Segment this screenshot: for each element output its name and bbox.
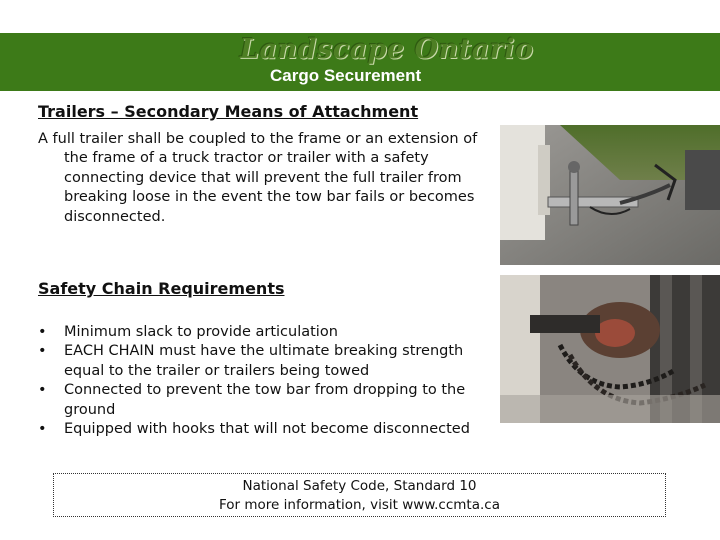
bullet-icon: • [38, 421, 47, 438]
bullet-icon: • [38, 324, 47, 340]
list-item [38, 381, 478, 420]
trailer-tow-bar-photo [500, 125, 720, 265]
footer-website-text: For more information, visit www.ccmta.ca [219, 497, 500, 513]
list-item [38, 323, 478, 342]
list-item-text: Minimum slack to provide articulation [64, 324, 338, 340]
list-item-text: Connected to prevent the tow bar from dropping to the ground [64, 382, 466, 418]
footer-standard-text: National Safety Code, Standard 10 [242, 478, 477, 494]
list-item [38, 342, 478, 381]
list-item-text: Equipped with hooks that will not become disconnected [64, 421, 470, 438]
safety-chain-hitch-photo [500, 275, 720, 423]
list-item-text: EACH CHAIN must have the ultimate breaking strength equal to the trailer or trailers being towed [64, 343, 464, 379]
section-heading-safety-chain: Safety Chain Requirements [38, 279, 285, 298]
bullet-icon: • [38, 382, 47, 399]
slide-subtitle: Cargo Securement [270, 66, 422, 85]
list-item [38, 420, 478, 439]
section-heading-trailers: Trailers – Secondary Means of Attachment [38, 102, 419, 121]
trailer-paragraph: A full trailer shall be coupled to the frame or an extension of the frame of a truck tractor or trailer with a safety connecting device that will prevent the full trailer from breaking loose in the event the tow bar fails or becomes disconnected. [38, 131, 478, 225]
landscape-ontario-logo: Landscape Ontario [240, 34, 534, 65]
footer-reference-box [53, 473, 666, 517]
bullet-icon: • [38, 343, 47, 360]
safety-chain-list [38, 323, 478, 439]
